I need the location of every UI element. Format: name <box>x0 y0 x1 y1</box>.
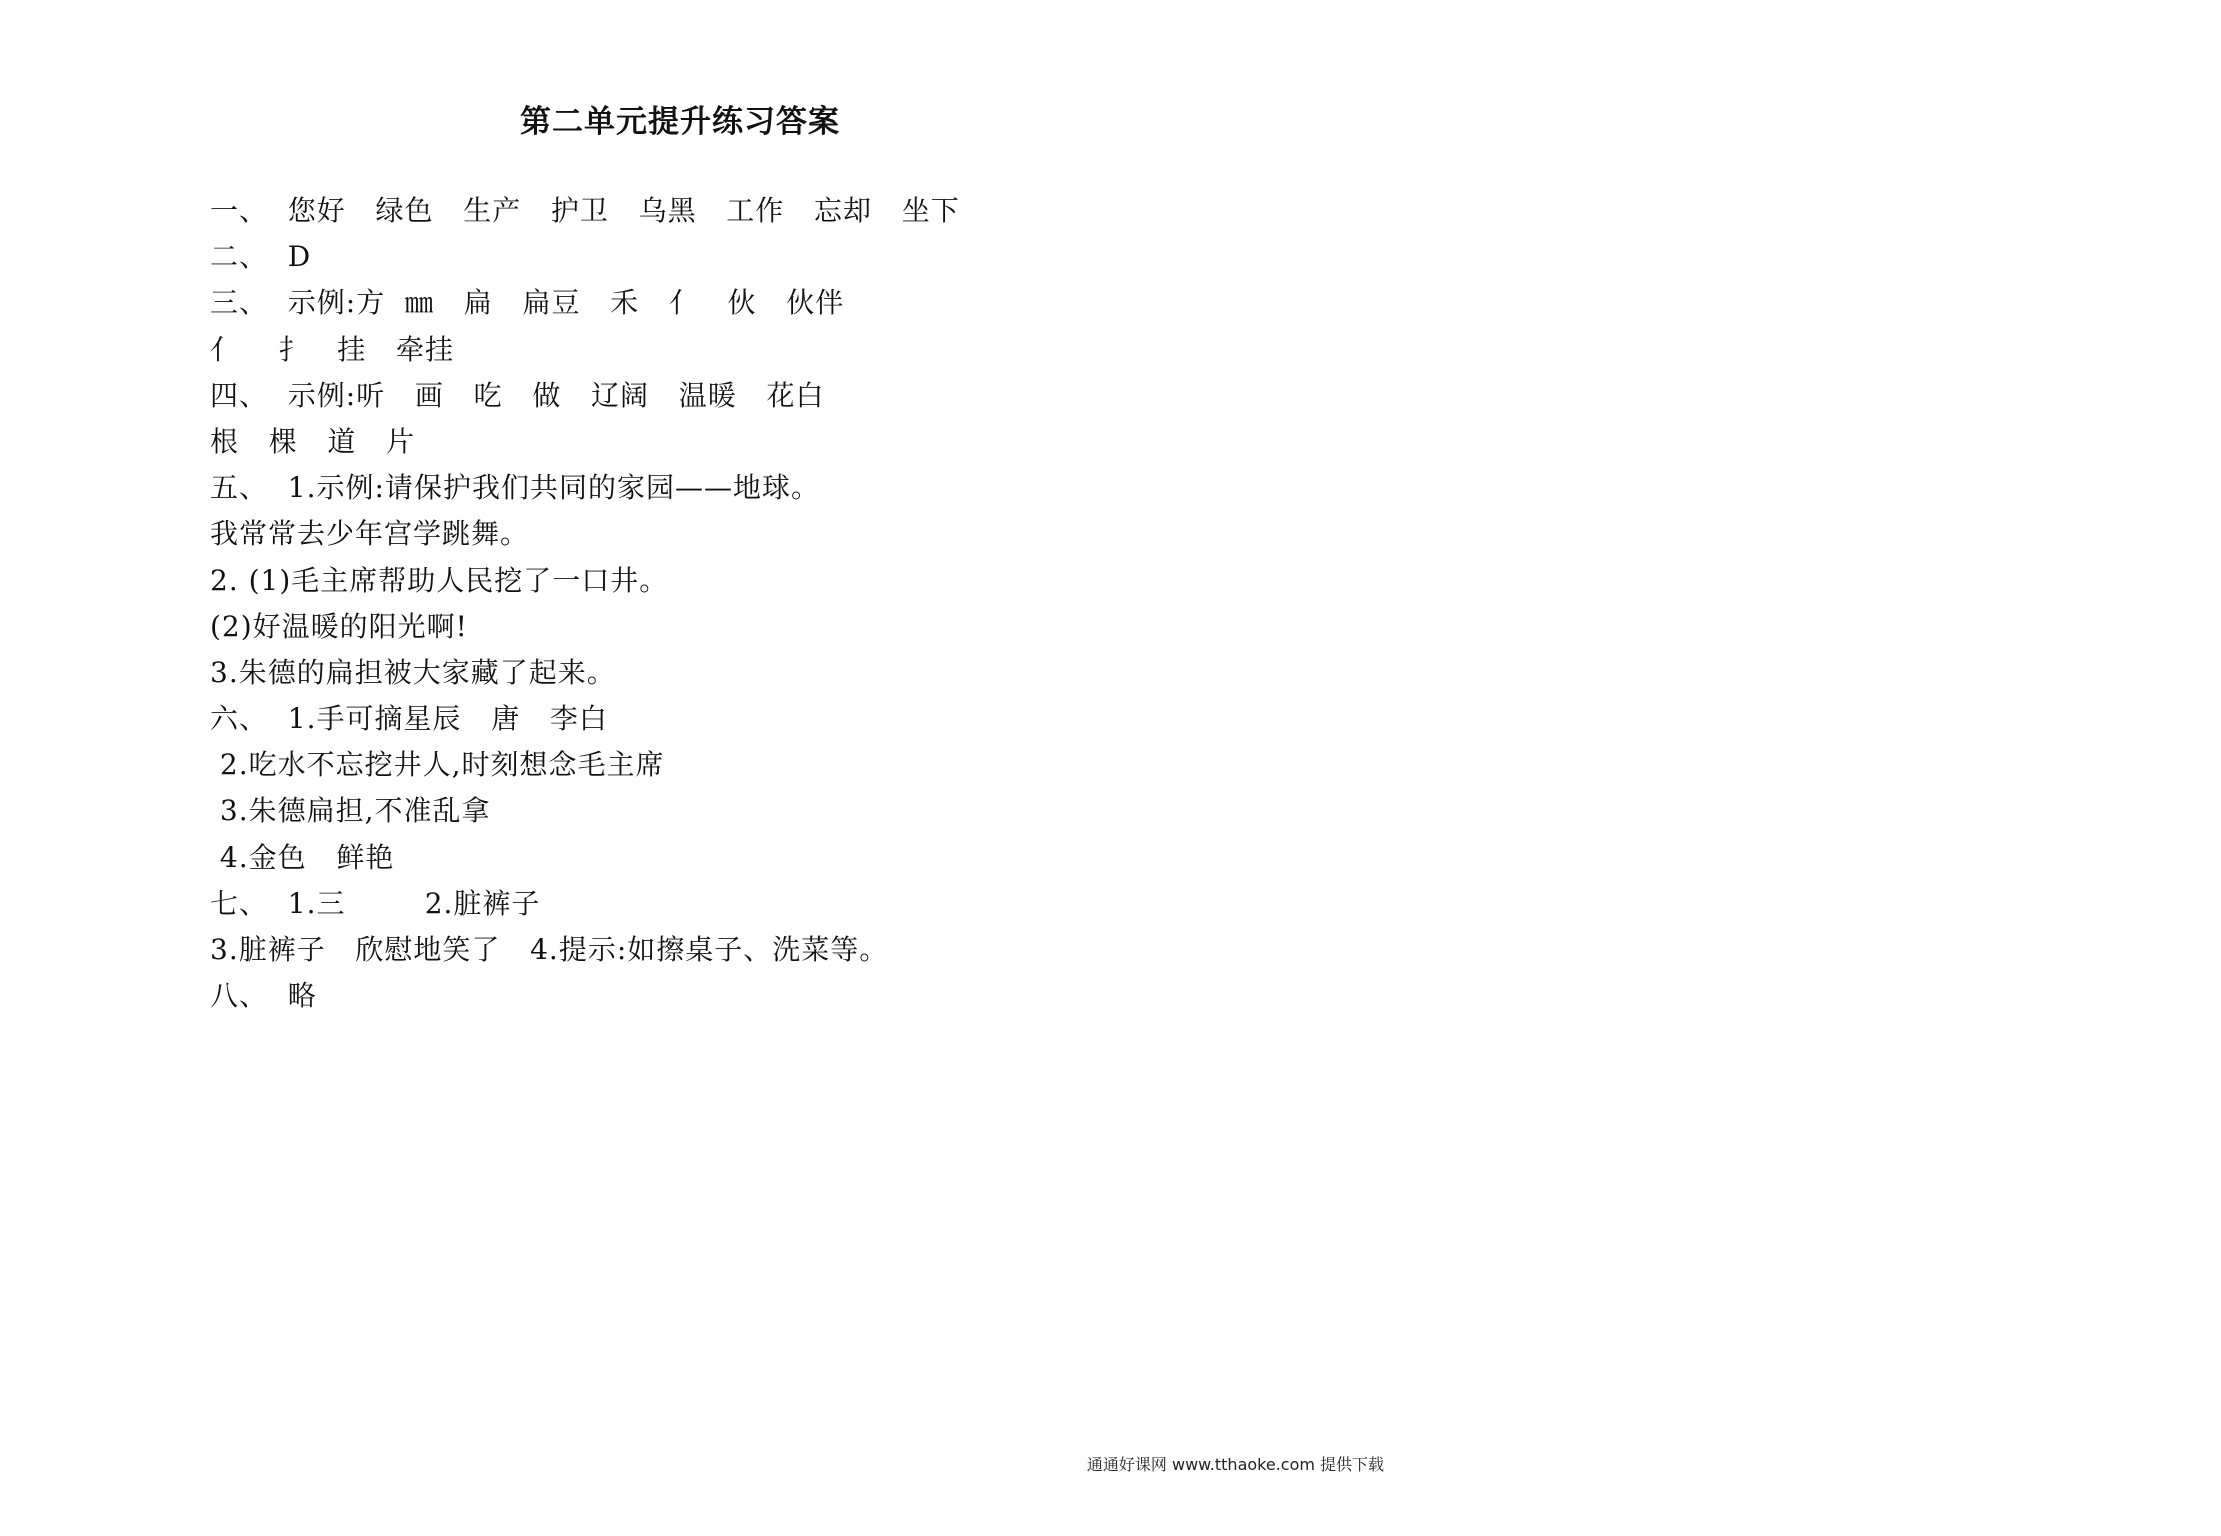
answer-line-2: 二、 D <box>210 240 312 274</box>
answer-line-8: 我常常去少年宫学跳舞。 <box>210 517 530 551</box>
answer-line-16: 七、 1.三 2.脏裤子 <box>210 886 541 920</box>
footer-source: 通通好课网 www.tthaoke.com 提供下载 <box>1086 1455 1385 1474</box>
answer-line-14: 3.朱德扁担,不准乱拿 <box>210 794 491 828</box>
answer-line-18: 八、 略 <box>210 979 317 1013</box>
answer-line-15: 4.金色 鲜艳 <box>210 840 395 874</box>
answer-line-10: (2)好温暖的阳光啊! <box>210 609 468 643</box>
answer-line-7: 五、 1.示例:请保护我们共同的家园——地球。 <box>210 471 820 505</box>
answer-line-9: 2. (1)毛主席帮助人民挖了一口井。 <box>210 563 669 597</box>
answer-line-3: 三、 示例:方 ㎜ 扁 扁豆 禾 亻 伙 伙伴 <box>210 286 845 320</box>
answer-line-12: 六、 1.手可摘星辰 唐 李白 <box>210 702 608 736</box>
answer-line-4: 亻 扌 挂 牵挂 <box>210 332 455 366</box>
answer-line-6: 根 棵 道 片 <box>210 424 416 458</box>
answer-line-5: 四、 示例:听 画 吃 做 辽阔 温暖 花白 <box>210 378 825 412</box>
page-title: 第二单元提升练习答案 <box>520 104 840 140</box>
answer-list <box>210 188 1410 1019</box>
answer-line-1: 一、 您好 绿色 生产 护卫 乌黑 工作 忘却 坐下 <box>210 194 960 227</box>
answer-line-11: 3.朱德的扁担被大家藏了起来。 <box>210 655 616 689</box>
answer-line-17: 3.脏裤子 欣慰地笑了 4.提示:如擦桌子、洗菜等。 <box>210 933 889 966</box>
answer-line-13: 2.吃水不忘挖井人,时刻想念毛主席 <box>210 748 665 782</box>
